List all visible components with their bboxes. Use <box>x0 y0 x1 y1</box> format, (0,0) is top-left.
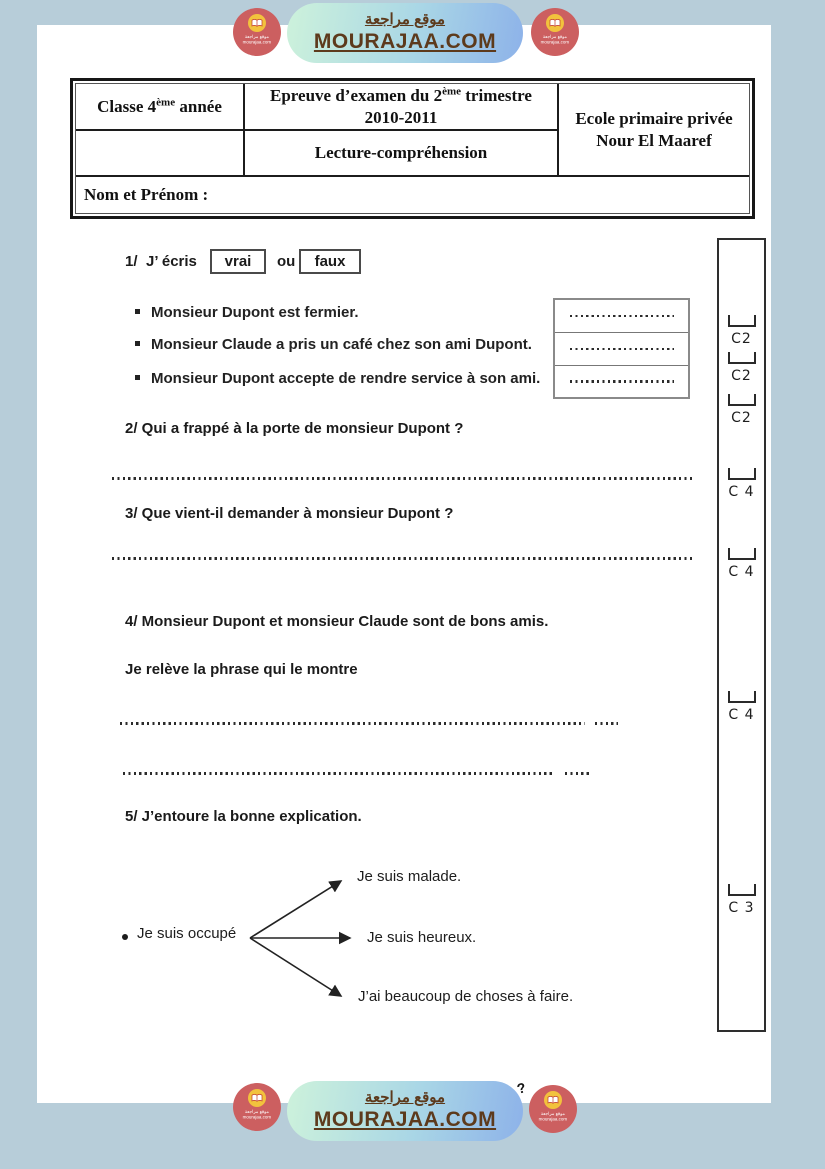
vrai-choice-box[interactable]: vrai <box>210 249 266 274</box>
book-icon <box>248 1089 266 1107</box>
faux-choice-box[interactable]: faux <box>299 249 361 274</box>
score-mark-2 <box>719 352 764 384</box>
q4-answer-line-2[interactable] <box>123 772 591 775</box>
score-box-3[interactable] <box>728 394 756 406</box>
score-label-3: C2 <box>731 410 752 426</box>
arrow-to-choses <box>250 938 341 996</box>
top-right-logo-badge <box>531 8 579 56</box>
q1-ou-text: ou <box>277 253 296 270</box>
score-mark-1 <box>719 315 764 347</box>
score-box-4[interactable] <box>728 468 756 480</box>
q2-answer-line[interactable] <box>112 477 695 480</box>
q5-option-1[interactable]: Je suis malade. <box>357 868 462 885</box>
score-mark-5 <box>719 548 764 580</box>
school-cell <box>559 84 749 177</box>
book-icon <box>544 1091 562 1109</box>
score-box-1[interactable] <box>728 315 756 327</box>
score-label-2: C2 <box>731 368 752 384</box>
q3-answer-line[interactable] <box>112 557 695 560</box>
q5-option-2[interactable]: Je suis heureux. <box>367 929 477 946</box>
book-icon <box>546 14 564 32</box>
q1-statement-3: Monsieur Dupont accepte de rendre service à son ami. <box>135 370 540 387</box>
q1-number: 1/ <box>125 253 138 270</box>
bottom-banner-pill <box>287 1081 523 1141</box>
name-field-row[interactable] <box>76 177 749 213</box>
score-label-1: C2 <box>731 331 752 347</box>
score-box-5[interactable] <box>728 548 756 560</box>
exam-title-cell <box>245 84 559 131</box>
top-banner-site-link: MOURAJAA.COM <box>313 30 497 54</box>
q5-arrows <box>240 858 365 1008</box>
header-table <box>70 78 755 219</box>
name-label: Nom et Prénom : <box>84 185 209 205</box>
school-text: Ecole primaire privée Nour El Maaref <box>575 109 733 150</box>
score-mark-7 <box>719 884 764 916</box>
q4-answer-line-2-long <box>123 772 553 775</box>
q1-statement-2: Monsieur Claude a pris un café chez son ami Dupont. <box>135 336 532 353</box>
score-box-2[interactable] <box>728 352 756 364</box>
score-mark-6 <box>719 691 764 723</box>
score-label-7: C 3 <box>728 900 755 916</box>
classe-cell <box>76 84 245 131</box>
q2-label: 2/ Qui a frappé à la porte de monsieur Dupont ? <box>125 420 464 437</box>
q3-label: 3/ Que vient-il demander à monsieur Dupont ? <box>125 505 454 522</box>
q4-answer-line-1-long <box>120 722 585 725</box>
exam-year: 2010-2011 <box>364 107 438 127</box>
badge-caption: موقع مراجعة mourajaa.com <box>242 34 272 46</box>
q5-label: 5/ J’entoure la bonne explication. <box>125 808 362 825</box>
q1-answer-cell-1[interactable] <box>555 300 688 332</box>
score-label-6: C 4 <box>728 707 755 723</box>
q1-answer-dots-2 <box>570 348 674 351</box>
classe-text: Classe 4ème année <box>97 96 222 116</box>
q4-label: 4/ Monsieur Dupont et monsieur Claude sont de bons amis. <box>125 613 549 630</box>
header-table-inner <box>75 83 750 214</box>
q4-answer-line-1[interactable] <box>120 722 618 725</box>
top-banner-pill <box>287 3 523 63</box>
exam-title-text: Epreuve d’examen du 2ème trimestre 2010-2011 <box>270 85 532 127</box>
q4-answer-line-1-short <box>595 722 618 725</box>
subject-text: Lecture-compréhension <box>314 143 488 163</box>
q1-answer-cell-2[interactable] <box>555 332 688 364</box>
top-left-logo-badge <box>233 8 281 56</box>
score-box-7[interactable] <box>728 884 756 896</box>
q1-answer-dots-1 <box>570 315 674 318</box>
score-mark-4 <box>719 468 764 500</box>
q1-answer-box <box>553 298 690 399</box>
top-banner-arabic-title: موقع مراجعة <box>364 11 446 29</box>
q1-statement-1: Monsieur Dupont est fermier. <box>135 304 359 321</box>
score-label-5: C 4 <box>728 564 755 580</box>
book-icon <box>248 14 266 32</box>
score-mark-3 <box>719 394 764 426</box>
q5-option-3[interactable]: J’ai beaucoup de choses à faire. <box>358 988 574 1005</box>
arrow-to-malade <box>250 881 341 938</box>
bottom-banner-arabic-title: موقع مراجعة <box>364 1089 446 1107</box>
score-column <box>717 238 766 1032</box>
bottom-right-logo-badge <box>529 1085 577 1133</box>
badge-caption: موقع مراجعة mourajaa.com <box>538 1111 568 1123</box>
exam-paper <box>37 25 771 1103</box>
q1-answer-cell-3[interactable] <box>555 365 688 397</box>
score-box-6[interactable] <box>728 691 756 703</box>
q4-subinstruction: Je relève la phrase qui le montre <box>125 661 358 678</box>
badge-caption: موقع مراجعة mourajaa.com <box>242 1109 272 1121</box>
q4-answer-line-2-short <box>565 772 591 775</box>
bottom-banner-site-link: MOURAJAA.COM <box>313 1108 497 1132</box>
subject-cell <box>245 131 559 177</box>
badge-caption: موقع مراجعة mourajaa.com <box>540 34 570 46</box>
partial-question-mark: ? <box>515 1079 528 1097</box>
q1-answer-dots-3 <box>570 380 674 383</box>
bottom-left-logo-badge <box>233 1083 281 1131</box>
empty-cell <box>76 131 245 177</box>
score-label-4: C 4 <box>728 484 755 500</box>
q5-stem-text: Je suis occupé <box>137 925 237 942</box>
q1-label: J’ écris <box>146 253 197 270</box>
q5-stem-bullet <box>122 934 128 940</box>
